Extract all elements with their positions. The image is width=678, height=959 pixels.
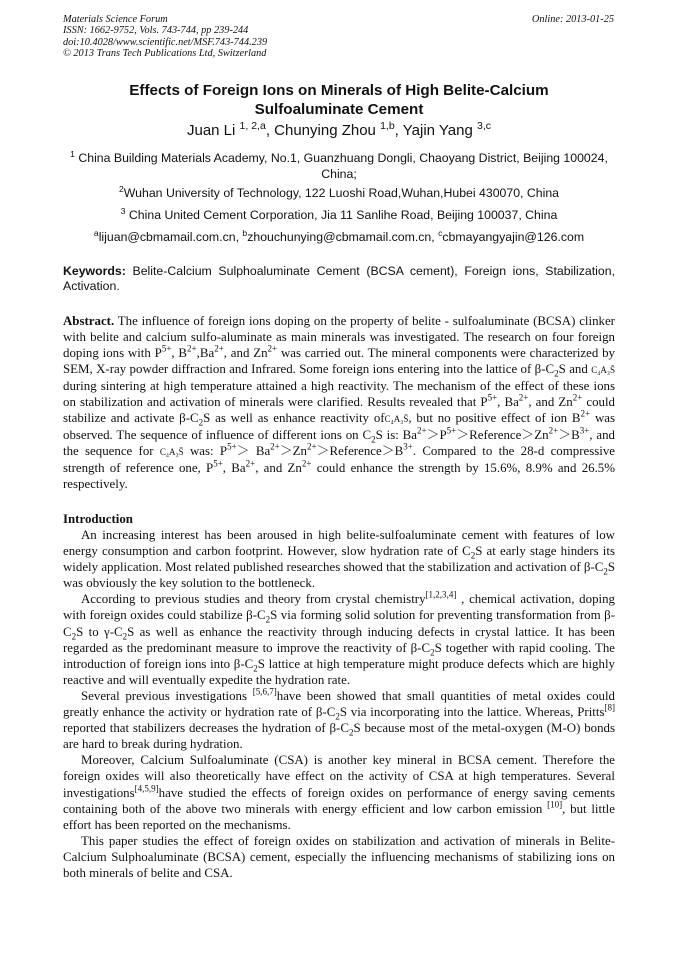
ion-symbol: Ba	[255, 444, 271, 458]
email-list	[63, 227, 615, 246]
issn-line: ISSN: 1662-9752, Vols. 743-744, pp 239-244	[63, 25, 249, 37]
charge: 2+	[548, 425, 559, 436]
paragraph	[63, 527, 615, 591]
charge: 2+	[187, 343, 197, 354]
ion-symbol: B	[394, 444, 404, 458]
affiliation-marker: 1	[70, 148, 75, 159]
charge: 3+	[403, 441, 413, 452]
subscript: 2	[470, 550, 476, 561]
subscript: 2	[335, 711, 340, 722]
charge: 2+	[306, 441, 317, 452]
abstract-text: S as well as enhance reactivity of	[203, 411, 385, 425]
subscript: 2	[198, 417, 204, 428]
abstract-label: Abstract.	[63, 314, 115, 328]
citation[interactable]: [10]	[547, 799, 563, 810]
author-name: Yajin Yang	[402, 122, 473, 139]
subscript: 2	[603, 566, 608, 577]
abstract-text: , B	[171, 346, 188, 360]
affiliation-text: China Building Materials Academy, No.1, Guanzhuang Dongli, Chaoyang District, Beijing 100024,	[78, 151, 608, 165]
affiliation-text: China United Cement Corporation, Jia 11 Sanlihe Road, Beijing 100037, China	[128, 208, 558, 222]
abstract-text: and	[565, 362, 592, 376]
author-name: Chunying Zhou	[274, 122, 376, 139]
paragraph-text: , chemical activation, doping with foreign oxides could stabilize β-C	[63, 592, 615, 623]
title-line-1: Effects of Foreign Ions on Minerals of High Belite-Calcium	[129, 82, 549, 99]
abstract	[63, 313, 615, 492]
paragraph-text: An increasing interest has been aroused in high belite-sulfoaluminate cement with features of low energy consumption and carbon footprint. However, slow hydration rate of C	[63, 528, 615, 559]
abstract-text: Reference	[329, 444, 382, 458]
greater-than: ＞	[456, 428, 470, 442]
abstract-text: was: P	[183, 444, 228, 458]
paragraph-text: reported that stabilizers decreases the hydration of β-C	[63, 721, 349, 736]
affiliation-marker: 3	[120, 205, 126, 216]
paragraph	[63, 752, 615, 832]
email-link[interactable]: zhouchunying@cbmamail.com.cn,	[247, 230, 435, 244]
email-link[interactable]: cbmayangyajin@126.com	[442, 230, 585, 244]
affiliation-text: Wuhan University of Technology, 122 Luoshi Road,Wuhan,Hubei 430070, China	[123, 186, 560, 200]
charge: 5+	[161, 343, 172, 354]
author-affiliation-marker: 3,c	[476, 120, 491, 132]
paragraph-text: , but little effort has been reported on the mechanisms.	[63, 801, 615, 832]
charge: 2+	[245, 458, 256, 469]
email-marker: a	[93, 227, 99, 238]
paragraph-text: S via incorporating into the lattice. Whereas, Pritts	[339, 705, 605, 720]
charge: 2+	[518, 392, 529, 403]
citation[interactable]: [5,6,7]	[252, 686, 277, 697]
abstract-text: ,Ba	[196, 346, 215, 360]
charge: 2+	[301, 458, 312, 469]
greater-than: ＞	[426, 428, 440, 442]
abstract-text: S is: Ba	[375, 428, 417, 442]
paragraph-text: S at early stage hinders its widely application. Most related published researches showed that the stabilization and activation of β-C	[63, 544, 615, 575]
greater-than: ＞	[236, 444, 250, 458]
formula-c4a3s: C₄A₃S̄	[384, 414, 409, 424]
subscript: 2	[265, 615, 271, 626]
ion-symbol: Zn	[534, 428, 549, 442]
paper-title	[63, 82, 615, 119]
abstract-text: , and the sequence for	[63, 428, 615, 458]
subscript: 2	[348, 727, 354, 738]
paragraph-text: Moreover, Calcium Sulfoaluminate (CSA) is another key mineral in BCSA cement. Therefore the foreign oxides will also theoretically have effect on the activity of CSA at high temperatures. Several investigations	[63, 753, 615, 800]
abstract-text: , and Zn	[528, 395, 573, 409]
subscript: 2	[554, 368, 559, 379]
email-link[interactable]: lijuan@cbmamail.com.cn,	[98, 230, 239, 244]
ion-symbol: B	[571, 428, 580, 442]
paragraph-text: have studied the effects of foreign oxides on performance of energy saving cements containing both of the above two minerals with energy efficient and low carbon emission	[63, 785, 615, 816]
paragraph-text: have been showed that small quantities of metal oxides could greatly enhance the activity or hydration rate of β-C	[63, 688, 615, 720]
charge: 2+	[270, 441, 280, 452]
paragraph-text: Several previous investigations	[81, 688, 253, 703]
charge: 5+	[487, 392, 498, 403]
charge: 2+	[572, 392, 583, 403]
charge: 2+	[580, 408, 591, 419]
abstract-text: , and Zn	[255, 461, 302, 475]
journal-name: Materials Science Forum	[63, 14, 168, 25]
charge: 5+	[446, 425, 457, 436]
charge: 5+	[227, 441, 237, 452]
paragraph-text: According to previous studies and theory from crystal chemistry	[81, 592, 426, 607]
paragraph	[63, 688, 615, 752]
author-name: Juan Li	[186, 122, 236, 139]
keywords-label: Keywords:	[63, 264, 126, 278]
abstract-text: The influence of foreign ions doping on the property of belite - sulfoaluminate (BCSA) clinker with belite and calcium sulfo-aluminate as main minerals was investigated. The research on four foreign doping ions with P	[63, 314, 615, 360]
copyright-line: © 2013 Trans Tech Publications Ltd, Switzerland	[63, 48, 267, 60]
subscript: 2	[430, 647, 435, 658]
paragraph-text: S as well as enhance the reactivity through inducing defects in crystal lattice. It has been regarded as the predominant measure to improve the reactivity of β-C	[63, 624, 615, 655]
abstract-text: , but no positive effect of ion B	[408, 411, 581, 425]
paragraph	[63, 591, 615, 688]
author-affiliation-marker: 1,b	[380, 120, 395, 132]
subscript: 2	[71, 631, 77, 642]
ion-symbol: P	[439, 428, 447, 442]
email-marker: b	[242, 227, 248, 238]
title-line-2: Sulfoaluminate Cement	[254, 100, 424, 118]
journal-header	[63, 14, 267, 60]
subscript: 2	[253, 663, 258, 674]
introduction-section	[63, 512, 615, 881]
greater-than: ＞	[381, 444, 395, 458]
abstract-text: S	[558, 362, 566, 376]
abstract-text: , Ba	[222, 461, 246, 475]
keywords	[63, 264, 615, 294]
subscript: 2	[122, 631, 128, 642]
affiliation-marker: 2	[118, 183, 124, 194]
abstract-text: , Ba	[497, 395, 519, 409]
charge: 2+	[214, 343, 224, 354]
paragraph-text: S via forming solid solution for preventing transformation from β-C	[63, 608, 615, 639]
greater-than: ＞	[316, 444, 330, 458]
abstract-text: could enhance the strength by 15.6%, 8.9% and 26.5% respectively.	[63, 461, 615, 491]
ion-symbol: Zn	[292, 444, 307, 458]
abstract-text: could stabilize and activate β-C	[63, 395, 616, 425]
abstract-text: during sintering at high temperature attained a high reactivity. The mechanism of the effect of these ions on stabilization and activation of minerals were clarified. Results revealed that P	[63, 379, 615, 409]
author-list: Juan Li $^{1, 2,a}$, Chunying Zhou $^{1,b}$, Yajin Yang $^{3,c}$	[186, 120, 491, 139]
paragraph-text: S was obviously the key solution to the bottleneck.	[63, 560, 615, 591]
abstract-text: . Compared to the 28-d compressive strength of reference one, P	[63, 444, 616, 475]
citation[interactable]: [1,2,3,4]	[425, 590, 457, 601]
author-affiliation-marker: 1, 2,a	[239, 120, 266, 132]
formula-c4a3s: C₄A₃S̄	[591, 365, 615, 375]
affiliation-3	[63, 205, 615, 224]
charge: 3+	[579, 425, 590, 436]
paragraph-text: S together with rapid cooling. The introduction of foreign ions into β-C	[63, 640, 615, 671]
affiliation-1	[63, 148, 615, 182]
greater-than: ＞	[279, 444, 293, 458]
abstract-text: , and Zn	[223, 346, 268, 360]
affiliation-text: China;	[321, 166, 357, 181]
charge: 2+	[417, 425, 427, 436]
greater-than: ＞	[521, 428, 535, 442]
keywords-text: Belite-Calcium Sulphoaluminate Cement (BCSA cement), Foreign ions, Stabilization, Activation.	[63, 264, 615, 294]
abstract-text: was carried out. The mineral components were characterized by SEM, X-ray powder diffraction and Infrared. Some foreign ions entering into the lattice of β-C	[63, 346, 616, 376]
formula-c4a3s: C₄A₃S̄	[159, 447, 184, 457]
abstract-text: Reference	[469, 428, 522, 442]
section-heading: Introduction	[63, 512, 133, 526]
abstract-text: was observed. The sequence of influence of different ions on C	[63, 411, 615, 442]
online-date: Online: 2013-01-25	[531, 14, 614, 25]
charge: 5+	[213, 458, 223, 469]
subscript: 2	[371, 434, 376, 445]
charge: 2+	[267, 343, 278, 354]
doi-line: doi:10.4028/www.scientific.net/MSF.743-744.239	[63, 36, 268, 48]
greater-than: ＞	[558, 428, 572, 442]
citation[interactable]: [4,5,9]	[134, 783, 159, 794]
paragraph: This paper studies the effect of foreign oxides on stabilization and activation of minerals in Belite-Calcium Sulphoaluminate (BCSA) cement, especially the influencing mechanisms of stabilizing ions on both minerals of belite and CSA.	[63, 833, 615, 880]
email-marker: c	[438, 227, 443, 238]
paragraph-text: S to γ-C	[76, 624, 123, 639]
paragraph-text: S lattice at high temperature might produce defects which are highly reactive and will eventually expedite the hydration rate.	[63, 656, 615, 687]
paragraph-text: S because most of the metal-oxygen (M-O) bonds are hard to break during hydration.	[63, 721, 615, 752]
citation[interactable]: [8]	[604, 702, 615, 713]
affiliation-2	[63, 183, 615, 202]
